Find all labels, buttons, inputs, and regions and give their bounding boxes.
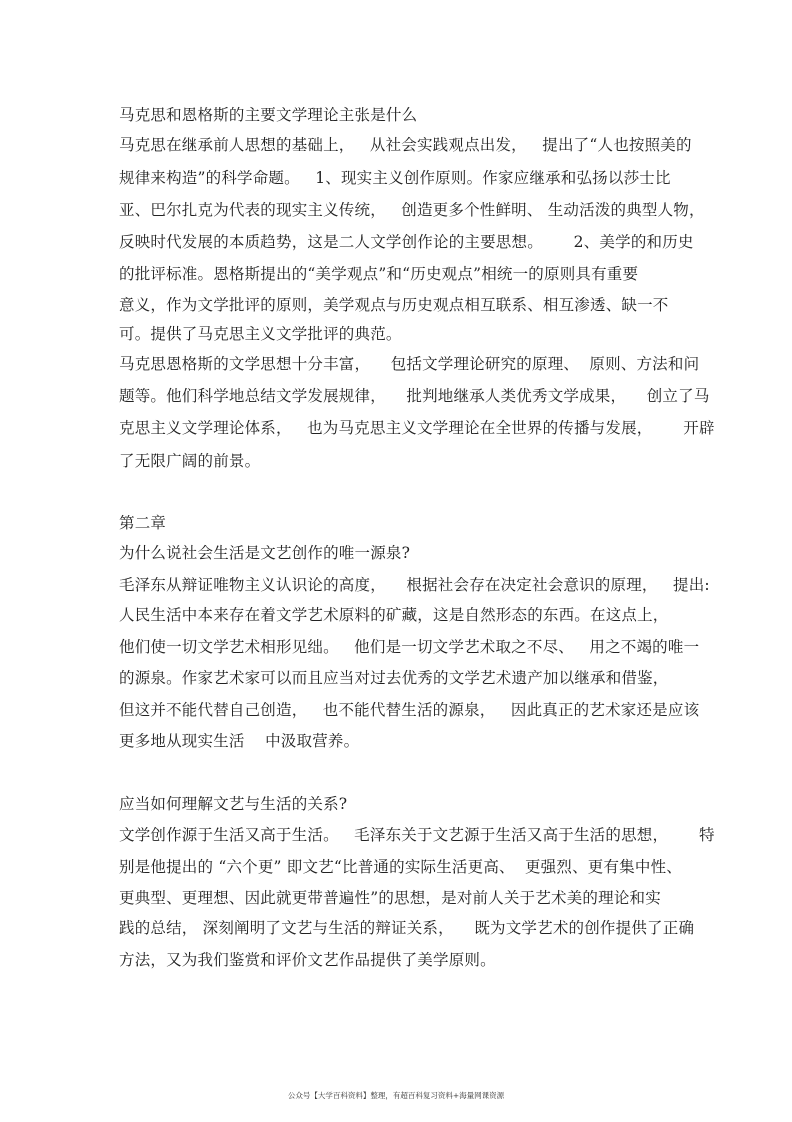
paragraph-line: 意义，作为文学批评的原则，美学观点与历史观点相互联系、相互渗透、缺一不 — [119, 296, 669, 314]
paragraph-line: 克思主义文学理论体系， 也为马克思主义文学理论在全世界的传播与发展， 开辟 — [119, 419, 715, 437]
paragraph-line: 题等。他们科学地总结文学发展规律， 批判地继承人类优秀文学成果， 创立了马 — [119, 387, 710, 405]
paragraph-line: 了无限广阔的前景。 — [119, 452, 261, 470]
page-footer: 公众号【大学百科资料】整理，有超百科复习资料+海量网课资源 — [287, 1091, 505, 1100]
paragraph-line: 马克思在继承前人思想的基础上， 从社会实践观点出发， 提出了“人也按照美的 — [119, 136, 692, 154]
paragraph-line: 方法，又为我们鉴赏和评价文艺作品提供了美学原则。 — [119, 951, 496, 969]
paragraph-line: 他们使一切文学艺术相形见绌。 他们是一切文学艺术取之不尽、 用之不竭的唯一 — [119, 638, 700, 656]
paragraph-line: 文学创作源于生活又高于生活。 毛泽东关于文艺源于生活又高于生活的思想， 特 — [119, 826, 715, 844]
heading-question-1: 马克思和恩格斯的主要文学理论主张是什么 — [119, 106, 418, 124]
heading-question-2: 为什么说社会生活是文艺创作的唯一源泉? — [119, 544, 411, 562]
paragraph-line: 人民生活中本来存在着文学艺术原料的矿藏，这是自然形态的东西。在这点上， — [119, 606, 669, 624]
heading-question-3: 应当如何理解文艺与生活的关系? — [119, 795, 348, 813]
paragraph-line: 别是他提出的 “六个更” 即文艺“比普通的实际生活更高、 更强烈、更有集中性、 — [119, 858, 682, 876]
paragraph-line: 规律来构造”的科学命题。 1、现实主义创作原则。作家应继承和弘扬以莎士比 — [119, 169, 671, 187]
paragraph-line: 可。提供了马克思主义文学批评的典范。 — [119, 325, 402, 343]
paragraph-line: 马克思恩格斯的文学思想十分丰富， 包括文学理论研究的原理、 原则、方法和问 — [119, 355, 700, 373]
paragraph-line: 践的总结， 深刻阐明了文艺与生活的辩证关系， 既为文学艺术的创作提供了正确 — [119, 919, 695, 937]
paragraph-line: 更典型、更理想、因此就更带普遍性”的思想，是对前人关于艺术美的理论和实 — [119, 889, 661, 907]
paragraph-line: 更多地从现实生活 中汲取营养。 — [119, 732, 360, 750]
paragraph-line: 毛泽东从辩证唯物主义认识论的高度， 根据社会存在决定社会意识的原理， 提出: — [119, 576, 710, 594]
paragraph-line: 但这并不能代替自己创造， 也不能代替生活的源泉， 因此真正的艺术家还是应该 — [119, 701, 700, 719]
paragraph-line: 亚、巴尔扎克为代表的现实主义传统， 创造更多个性鲜明、 生动活泼的典型人物， — [119, 201, 705, 219]
paragraph-line: 的源泉。作家艺术家可以而且应当对过去优秀的文学艺术遗产加以继承和借鉴， — [119, 669, 669, 687]
paragraph-line: 的批评标准。恩格斯提出的“美学观点”和“历史观点”相统一的原则具有重要 — [119, 265, 639, 283]
chapter-heading: 第二章 — [119, 514, 167, 532]
paragraph-line: 反映时代发展的本质趋势，这是二人文学创作论的主要思想。 2、美学的和历史 — [119, 233, 694, 251]
